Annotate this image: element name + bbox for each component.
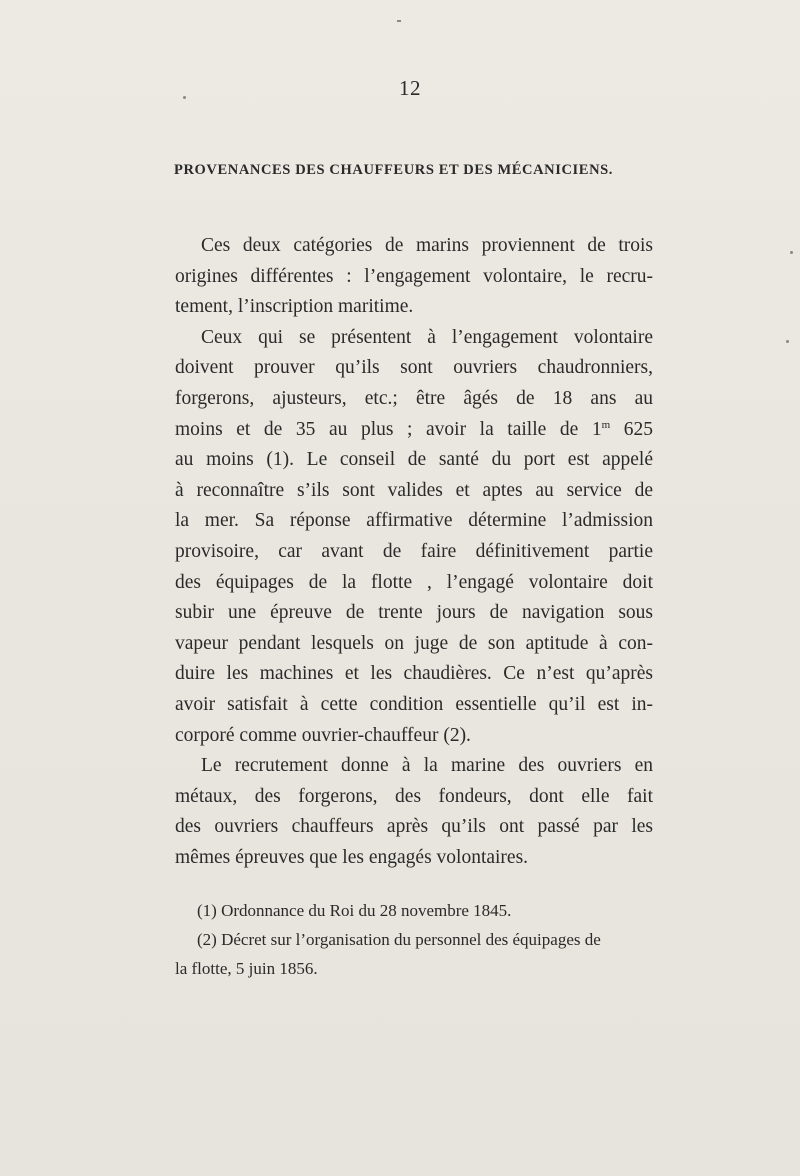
paragraph-3-line-3: des ouvriers chauffeurs après qu’ils ont passé par les <box>175 816 653 838</box>
paragraph-3-line-2: métaux, des forgerons, des fondeurs, dont elle fait <box>175 785 653 807</box>
paragraph-3-line-1: Le recrutement donne à la marine des ouvriers en <box>201 755 653 777</box>
paragraph-2-line-1: Ceux qui se présentent à l’engagement volontaire <box>201 326 653 348</box>
paragraph-2-line-4 <box>175 415 653 446</box>
page-number: 12 <box>399 76 421 100</box>
footnote-2-line-2: la flotte, 5 juin 1856. <box>175 959 318 978</box>
paragraph-2-line-6: à reconnaître s’ils sont valides et aptes au service de <box>175 479 653 501</box>
height-value <box>592 419 653 440</box>
paragraph-2-line-14: corporé comme ouvrier-chauffeur (2). <box>175 724 471 746</box>
paper-speck <box>790 251 793 254</box>
paper-speck <box>786 340 789 343</box>
height-value-main: 1 <box>591 418 602 440</box>
body-text <box>175 231 653 873</box>
paragraph-3-line-4: mêmes épreuves que les engagés volontaires. <box>175 846 529 868</box>
paragraph-2-line-13: avoir satisfait à cette condition essentielle qu’il est in- <box>175 693 653 715</box>
paragraph-1-line-2: origines différentes : l’engagement volontaire, le recru- <box>175 265 653 287</box>
footnote-1: (1) Ordonnance du Roi du 28 novembre 1845. <box>197 901 512 920</box>
footnotes <box>175 896 655 983</box>
paragraph-2-line-12: duire les machines et les chaudières. Ce n’est qu’après <box>175 663 653 685</box>
paragraph-1-line-3: tement, l’inscription maritime. <box>175 296 414 318</box>
paragraph-2-line-8: provisoire, car avant de faire définitivement partie <box>175 540 653 562</box>
height-value-unit: m <box>601 418 611 431</box>
paragraph-2-line-7: la mer. Sa réponse affirmative détermine l’admission <box>175 510 653 532</box>
paper-speck <box>397 20 401 22</box>
paragraph-2-line-3: forgerons, ajusteurs, etc.; être âgés de 18 ans au <box>175 387 653 409</box>
paragraph-2-line-10: subir une épreuve de trente jours de navigation sous <box>175 602 653 624</box>
height-value-rest: 625 <box>610 418 653 440</box>
section-heading: PROVENANCES DES CHAUFFEURS ET DES MÉCANICIENS. <box>174 162 614 178</box>
paragraph-2-line-11: vapeur pendant lesquels on juge de son aptitude à con- <box>175 632 653 654</box>
paragraph-2-line-4-text: moins et de 35 au plus ; avoir la taille de <box>175 418 579 440</box>
footnote-2-line-1: (2) Décret sur l’organisation du personnel des équipages de <box>197 930 601 949</box>
paragraph-1-line-1: Ces deux catégories de marins proviennent de trois <box>201 235 653 256</box>
paragraph-2-line-2: doivent prouver qu’ils sont ouvriers chaudronniers, <box>175 357 653 379</box>
paragraph-2-line-5: au moins (1). Le conseil de santé du port est appelé <box>175 449 653 471</box>
paragraph-2-line-9: des équipages de la flotte , l’engagé volontaire doit <box>175 571 653 593</box>
